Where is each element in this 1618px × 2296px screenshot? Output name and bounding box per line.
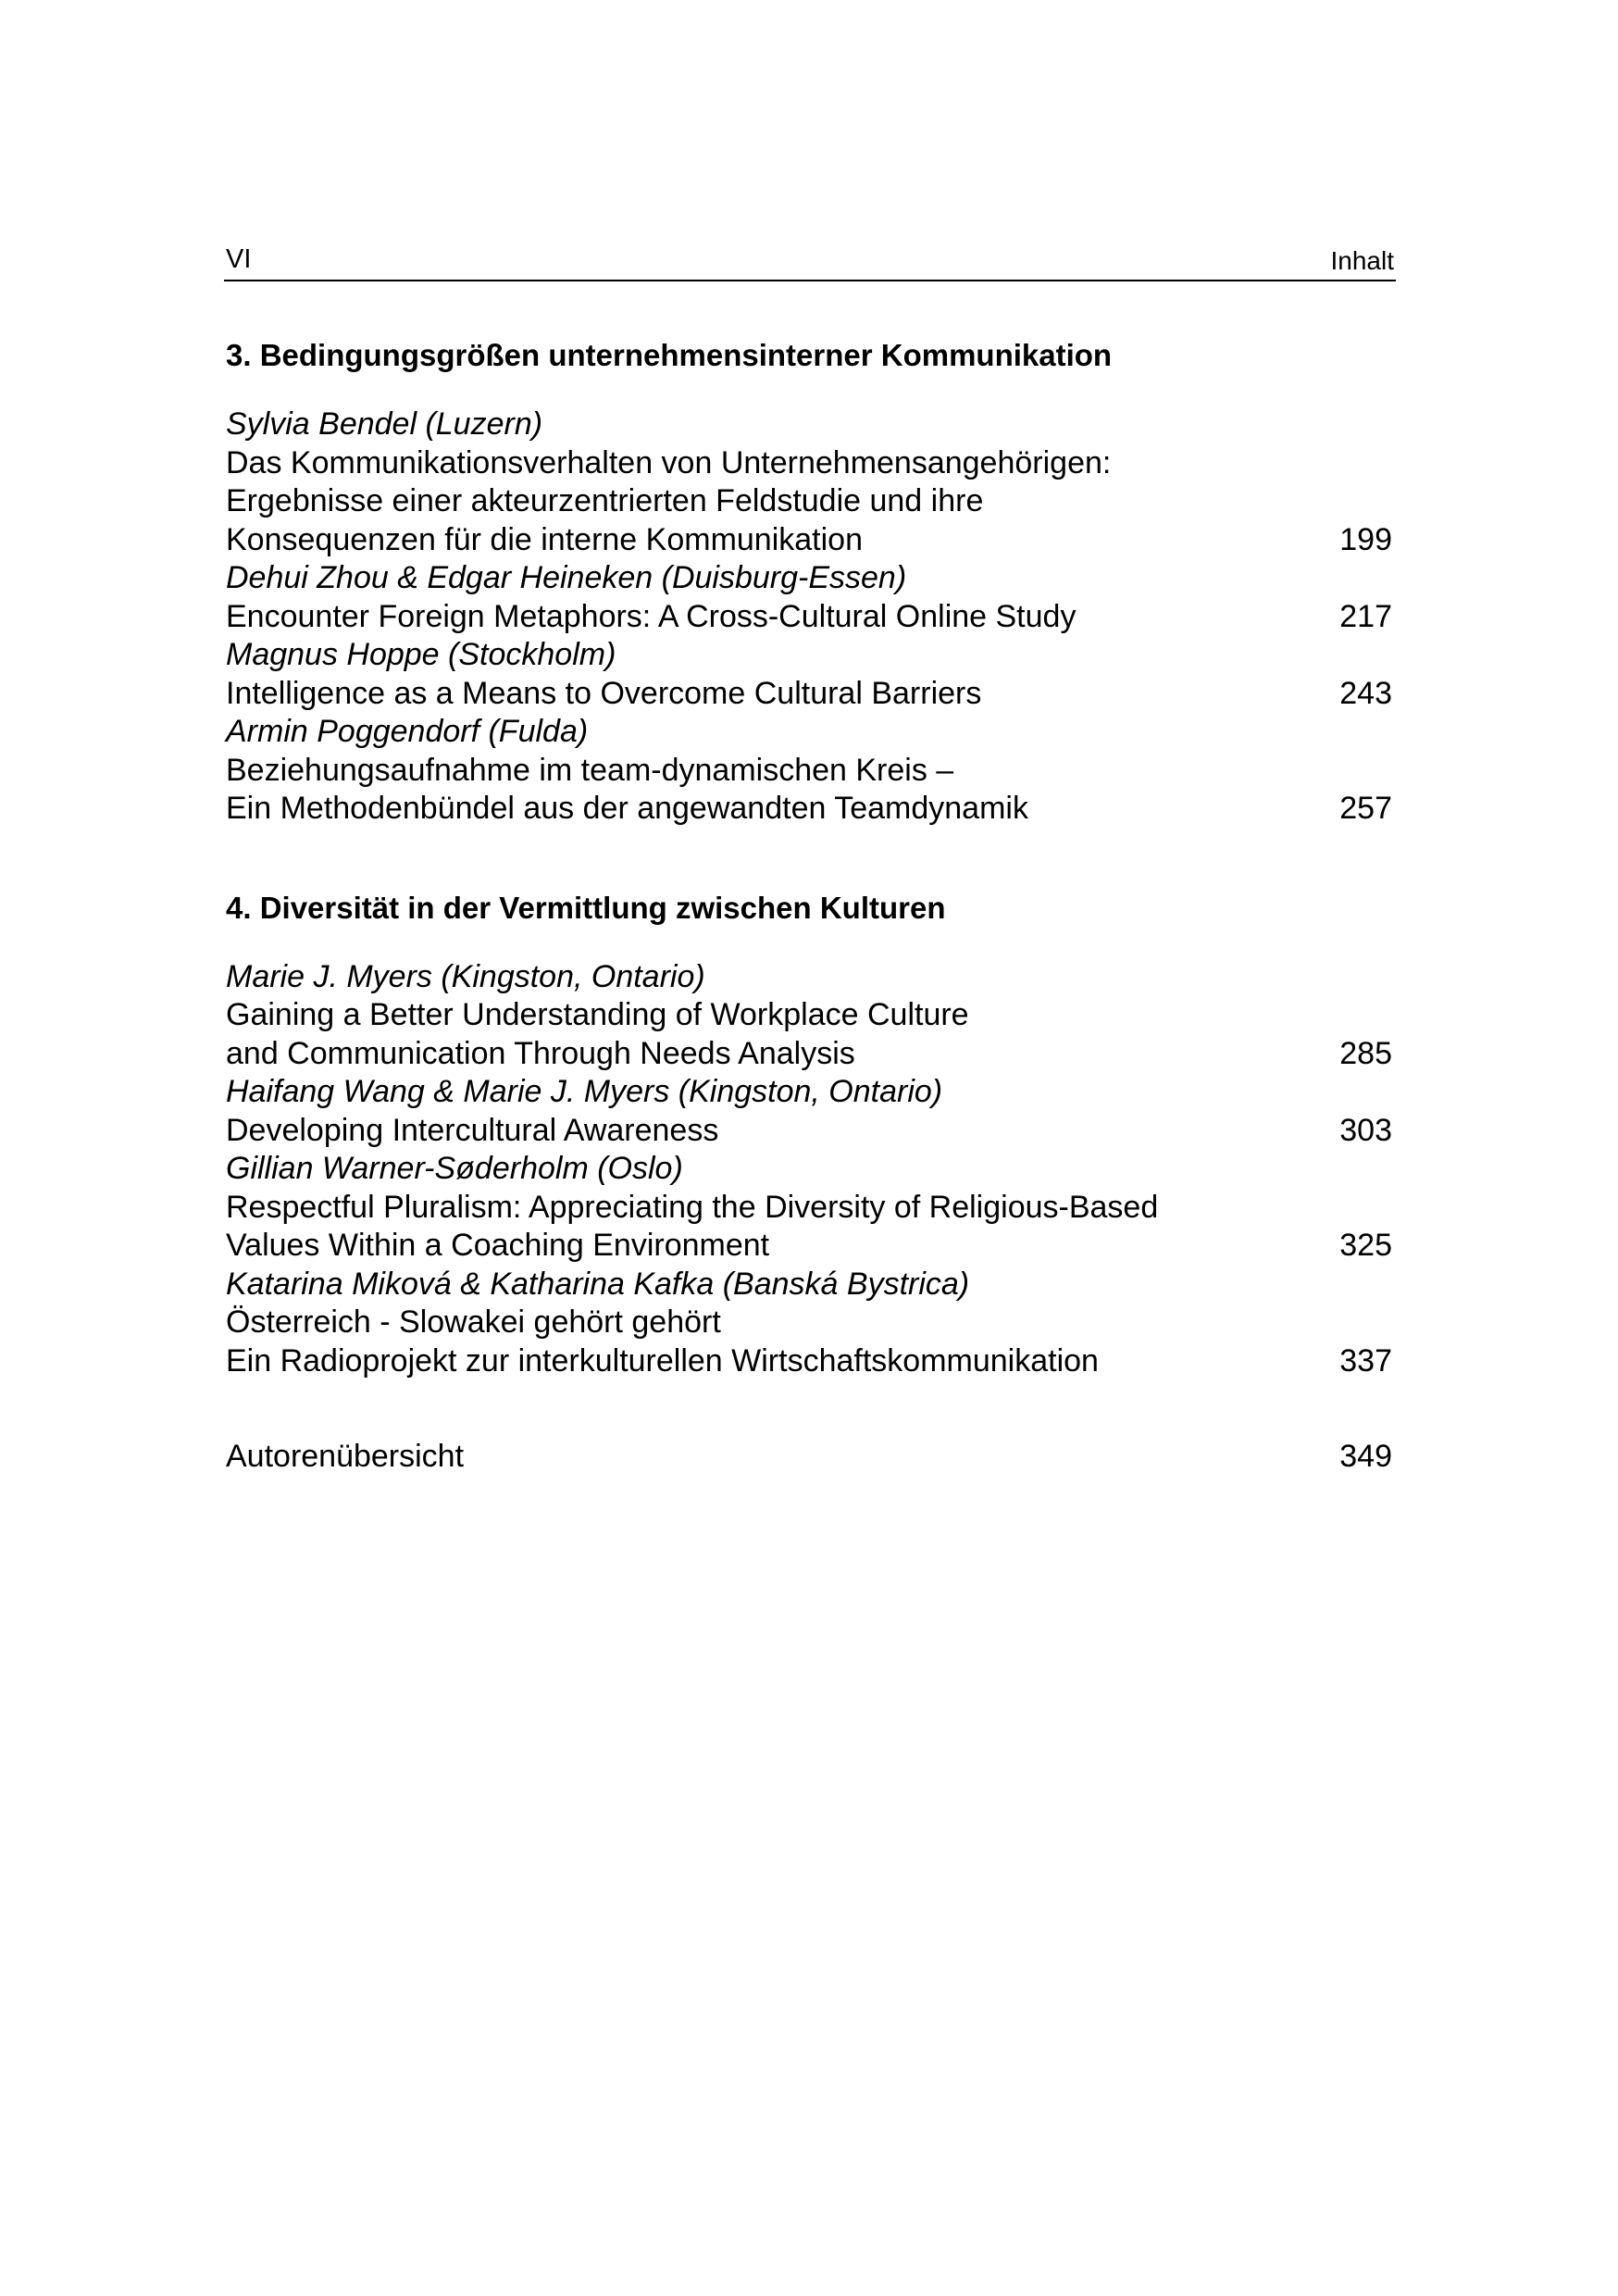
section-title: 4. Diversität in der Vermittlung zwischen Kulturen: [226, 890, 946, 925]
toc-entry: [226, 636, 1394, 713]
entry-title-line: Beziehungsaufnahme im team-dynamischen Kreis –: [226, 752, 954, 788]
toc-entry: [226, 1150, 1394, 1266]
entry-title-text: Developing Intercultural Awareness: [226, 1112, 719, 1148]
toc-entry: [226, 1073, 1394, 1150]
entry-title-text: Values Within a Coaching Environment: [226, 1228, 770, 1263]
toc-section: [226, 886, 1394, 1381]
entry-title-text: Intelligence as a Means to Overcome Cultural Barriers: [226, 675, 982, 711]
running-header: [224, 243, 1396, 281]
entry-page-number: 325: [1339, 1228, 1392, 1263]
entry-title-line: Gaining a Better Understanding of Workplace Culture: [226, 997, 969, 1032]
entry-title-last-line: [226, 1112, 1394, 1151]
entry-title-text: Ein Methodenbündel aus der angewandten Teamdynamik: [226, 791, 1028, 826]
entry-title-text: Konsequenzen für die interne Kommunikation: [226, 521, 863, 557]
entry-title-last-line: [226, 790, 1394, 829]
toc-appendix-entry: [226, 1438, 1394, 1477]
appendix-page-number: 349: [1339, 1439, 1392, 1474]
appendix-label: Autorenübersicht: [226, 1439, 465, 1474]
entry-title-text: Encounter Foreign Metaphors: A Cross-Cultural Online Study: [226, 598, 1077, 634]
entry-title-last-line: [226, 1035, 1394, 1074]
running-title: Inhalt: [1330, 246, 1394, 275]
entry-title-last-line: [226, 1342, 1394, 1381]
entry-title-text: and Communication Through Needs Analysis: [226, 1035, 855, 1071]
entry-author: Sylvia Bendel (Luzern): [226, 406, 543, 442]
toc-entry: [226, 559, 1394, 636]
entry-title-last-line: [226, 521, 1394, 560]
entry-page-number: 199: [1339, 521, 1392, 557]
entry-title-last-line: [226, 598, 1394, 637]
toc-entry: [226, 1266, 1394, 1381]
entry-title-last-line: [226, 1227, 1394, 1266]
toc-entry: [226, 713, 1394, 829]
entry-title-line: Das Kommunikationsverhalten von Unternehmensangehörigen:: [226, 444, 1112, 480]
entry-title-text: Ein Radioprojekt zur interkulturellen Wirtschaftskommunikation: [226, 1342, 1099, 1379]
section-title: 3. Bedingungsgrößen unternehmensinterner Kommunikation: [226, 338, 1113, 372]
entry-title-line: Österreich - Slowakei gehört gehört: [226, 1304, 721, 1340]
toc-section: [226, 333, 1394, 829]
entry-title-line: Respectful Pluralism: Appreciating the Diversity of Religious-Based: [226, 1189, 1159, 1225]
entry-author: Katarina Miková & Katharina Kafka (Banská Bystrica): [226, 1266, 970, 1302]
entry-page-number: 337: [1339, 1342, 1392, 1379]
toc-entry: [226, 958, 1394, 1074]
table-of-contents: [226, 333, 1394, 1477]
entry-author: Magnus Hoppe (Stockholm): [226, 637, 616, 672]
entry-page-number: 243: [1339, 675, 1392, 711]
entry-author: Gillian Warner-Søderholm (Oslo): [226, 1151, 683, 1186]
entry-author: Armin Poggendorf (Fulda): [226, 714, 589, 749]
entry-title-line: Ergebnisse einer akteurzentrierten Feldstudie und ihre: [226, 483, 984, 518]
entry-page-number: 217: [1339, 598, 1392, 634]
entry-title-last-line: [226, 675, 1394, 714]
entry-page-number: 285: [1339, 1035, 1392, 1071]
entry-author: Haifang Wang & Marie J. Myers (Kingston, Ontario): [226, 1074, 943, 1109]
entry-page-number: 257: [1339, 791, 1392, 826]
entry-author: Marie J. Myers (Kingston, Ontario): [226, 958, 705, 994]
entry-page-number: 303: [1339, 1112, 1392, 1148]
entry-author: Dehui Zhou & Edgar Heineken (Duisburg-Essen): [226, 560, 907, 595]
page-number-roman: VI: [226, 244, 252, 274]
toc-entry: [226, 406, 1394, 559]
